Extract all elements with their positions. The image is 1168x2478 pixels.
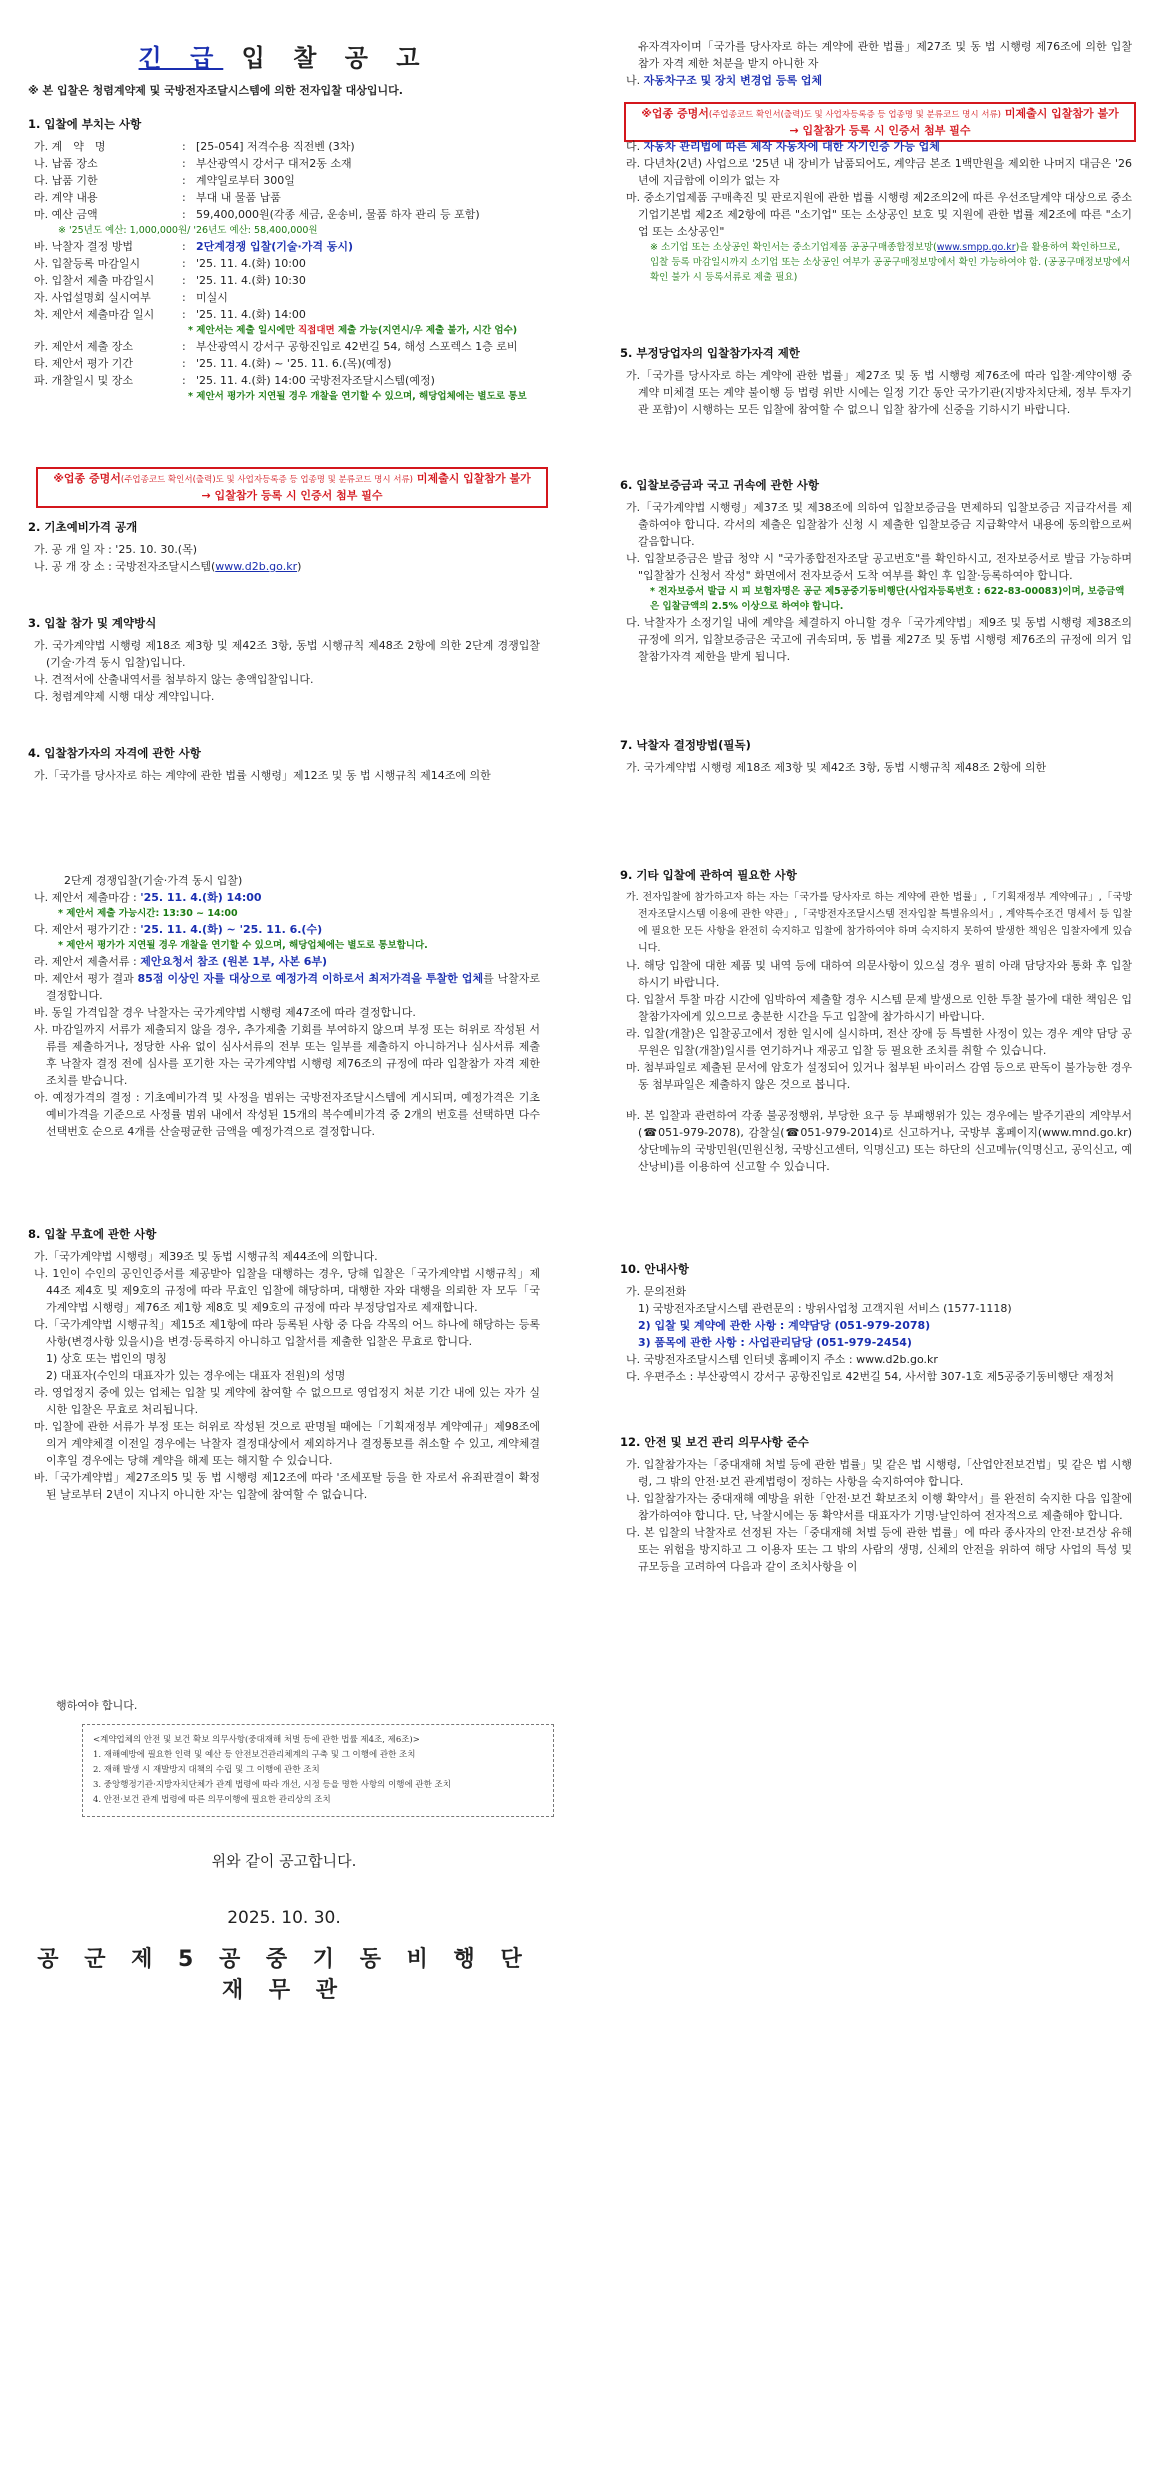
section-4-right: 유자격자이며「국가를 당사자로 하는 계약에 관한 법률」제27조 및 동 법 시행령 제76조에 의한 입찰참가 자격 제한 처분을 받지 아니한 자 나. 자동차구조 및 장치 변경업 등록 업체	[626, 40, 1132, 87]
section-9: 9. 기타 입찰에 관하여 필요한 사항 가. 전자입찰에 참가하고자 하는 자는「국가를 당사자로 하는 계약에 관한 법률」,「기획재정부 계약예규」,「국방전자조달시스템 이용에 관한 약관」,「국방전자조달시스템 전자입찰 특별유의서」, 계약특수조건 명세서 등 입찰에 필요한 모든 사항을 완전히 숙지하고 입찰에 참가하여야 하며 숙지하지 못하여 발생한 책임은 입찰자에게 있습니다. 나. 해당 입찰에 대한 제품 및 내역 등에 대하여 의문사항이 있으실 경우 필히 아래 담당자와 통화 후 입찰하시기 바랍니다. 다. 입찰서 투찰 마감 시간에 임박하여 제출할 경우 시스템 문제 발생으로 인한 투찰 불가에 대한 책임은 입찰참가자에게 있으므로 충분한 시간을 두고 입찰에 참가하시기 바랍니다. 라. 입찰(개찰)은 입찰공고에서 정한 일시에 실시하며, 전산 장애 등 특별한 사정이 있는 경우 계약 담당 공무원은 입찰(개찰)일시를 연기하거나 재공고 입찰 등 필요한 조치를 취할 수 있습니다. 마. 첨부파일로 제출된 문서에 암호가 설정되어 있거나 첨부된 바이러스 감염 등으로 판독이 불가능한 경우 동 첨부파일은 제출하지 않은 것으로 봅니다. 바. 본 입찰과 관련하여 각종 불공정행위, 부당한 요구 등 부패행위가 있는 경우에는 발주기관의 계약부서(☎051-979-2078), 감찰실(☎051-979-2014)로 신고하거나, 국방부 홈페이지(www.mnd.go.kr) 상단메뉴의 국방민원(민원신청, 국방신고센터, 익명신고) 또는 하단의 신고메뉴(익명신고, 공익신고, 예산낭비)를 이용하여 신고할 수 있습니다.	[620, 868, 1133, 1173]
safety-obligations-box: <계약업체의 안전 및 보건 확보 의무사항(중대재해 처벌 등에 관한 법률 제4조, 제6조)> 1. 재해예방에 필요한 인력 및 예산 등 안전보건관리체계의 구축 및 그 이행에 관한 조치 2. 재해 발생 시 재발방지 대책의 수립 및 그 이행에 관한 조치 3. 중앙행정기관·지방자치단체가 관계 법령에 따라 개선, 시정 등을 명한 사항의 이행에 관한 조치 4. 안전·보건 관계 법령에 따른 의무이행에 필요한 관리상의 조치	[82, 1724, 554, 1817]
section-7: 7. 낙찰자 결정방법(필독) 가. 국가계약법 시행령 제18조 제3항 및 제42조 3항, 동법 시행규칙 제48조 2항에 의한	[620, 738, 1047, 774]
notice-date: 2025. 10. 30.	[227, 1908, 341, 1928]
d2b-link[interactable]: www.d2b.go.kr	[215, 560, 298, 573]
small-business-note: ※ 소기업 또는 소상공인 확인서는 중소기업제품 공공구매종합정보망(www.smpp.go.kr)을 활용하여 확인하므로, 입찰 등록 마감일시까지 소기업 또는 소상공인 여부가 공공구매정보망에서 확인 가능하여야 함. (공공구매정보망에서 확인 불가 시 등록서류로 제출 필요)	[650, 242, 1131, 283]
section-12: 12. 안전 및 보건 관리 의무사항 준수 가. 입찰참가자는「중대재해 처벌 등에 관한 법률」및 같은 법 시행령,「산업안전보건법」및 같은 법 시행령, 그 밖의 안전·보건 관계법령이 정하는 사항을 숙지하여야 합니다. 나. 입찰참가자는 중대재해 예방을 위한「안전·보건 확보조치 이행 확약서」를 완전히 숙지한 다음 입찰에 참가하여야 합니다. 단, 낙찰시에는 동 확약서를 대표자가 기명·날인하여 전자적으로 제출해야 합니다. 다. 본 입찰의 낙찰자로 선정된 자는「중대재해 처벌 등에 관한 법률」에 따라 종사자의 안전·보건상 유해 또는 위험을 방지하고 그 이용자 또는 그 밖의 사람의 생명, 신체의 안전을 위하여 해당 사업의 특성 및 규모등을 고려하여 다음과 같이 조치사항을 이	[620, 1435, 1132, 1573]
section-4-continued: 2단계 경쟁입찰(기술·가격 동시 입찰) 나. 제안서 제출마감 : '25. 11. 4.(화) 14:00 * 제안서 제출 가능시간: 13:30 ~ 14:00 다. 제안서 평가기간 : '25. 11. 4.(화) ~ '25. 11. 6.(수) * 제안서 평가가 지연될 경우 개찰을 연기할 수 있으며, 해당업체에는 별도로 통보합니다. 라. 제안서 제출서류 : 제안요청서 참조 (원본 1부, 사본 6부) 마. 제안서 평가 결과 85점 이상인 자를 대상으로 예정가격 이하로서 최저가격을 투찰한 업체를 낙찰자로 결정합니다. 바. 동일 가격입찰 경우 낙찰자는 국가계약법 시행령 제47조에 따라 결정합니다. 사. 마감일까지 서류가 제출되지 않을 경우, 추가제출 기회를 부여하지 않으며 부정 또는 허위로 작성된 서류를 제출하거나, 정당한 사유 없이 심사서류의 전부 또는 일부를 제출하지 아니하거나 심사서류 제출 후 낙찰자 결정 전에 심사를 포기한 자는 국가계약법 시행령 제76조의 규정에 따라 입찰참가 자격 제한조치를 받습니다. 아. 예정가격의 결정 : 기초예비가격 및 사정을 범위는 국방전자조달시스템에 게시되며, 예정가격은 기초예비가격을 기준으로 사정률 범위 내에서 작성된 15개의 복수예비가격 중 2개의 번호를 선택하면 다수선택번호 순으로 4개를 산술평균한 금액을 예정가격으로 결정합니다.	[34, 874, 540, 1138]
section-4: 4. 입찰참가자의 자격에 관한 사항 가.「국가를 당사자로 하는 계약에 관한 법률 시행령」제12조 및 동 법 시행규칙 제14조에 의한	[28, 746, 491, 782]
notice-subtitle: ※ 본 입찰은 청렴계약제 및 국방전자조달시스템에 의한 전자입찰 대상입니다.	[28, 84, 403, 97]
section-5: 5. 부정당업자의 입찰참가자격 제한 가.「국가를 당사자로 하는 계약에 관한 법률」제27조 및 동 법 시행령 제76조에 따라 입찰·계약이행 중 계약 미체결 또는 계약 불이행 등 법령 위반 시에는 일정 기간 동안 국가기관(지방자치단체, 정부 투자기관 포함)이 시행하는 모든 입찰에 참여할 수 없으니 입찰 참가에 신중을 기하시기 바랍니다.	[620, 346, 1132, 416]
smpp-link[interactable]: www.smpp.go.kr	[936, 242, 1016, 253]
certificate-warning-box: ※업종 증명서(주업종코드 확인서(출력)도 및 사업자등록증 등 업종명 및 분류코드 명시 서류) 미제출시 입찰참가 불가 → 입찰참가 등록 시 인증서 첨부 필수	[36, 467, 548, 508]
section-2: 2. 기초예비가격 공개 가. 공 개 일 자 : '25. 10. 30.(목) 나. 공 개 장 소 : 국방전자조달시스템(www.d2b.go.kr)	[28, 520, 302, 573]
section-1	[28, 116, 540, 404]
item-contact: 3) 품목에 관한 사항 : 사업관리담당 (051-979-2454)	[638, 1336, 912, 1349]
kv-row: 바. 낙찰자 결정 방법 : 2단계경쟁 입찰(기술·가격 동시)	[28, 238, 540, 255]
proposal-note: * 제안서는 제출 일시에만 직접대면 제출 가능(지연시/우 제출 불가, 시간 엄수)	[188, 325, 518, 336]
section-6: 6. 입찰보증금과 국고 귀속에 관한 사항 가.「국가계약법 시행령」제37조 및 제38조에 의하여 입찰보증금을 면제하되 입찰보증금 지급각서를 제출하여야 합니다. 각서의 제출은 입찰참가 신청 시 제출한 입찰보증금 지급확약서 내용에 동의함으로써 갈음합니다. 나. 입찰보증금은 발급 청약 시 "국가종합전자조달 공고번호"를 확인하시고, 전자보증서로 발급 가능하며 "입찰참가 신청서 작성" 화면에서 전자보증서 도착 여부를 확인 후 입찰·등록하여야 합니다. * 전자보증서 발급 시 피 보험자명은 공군 제5공중기동비행단(사업자등록번호 : 622-83-00083)이며, 보증금액은 입찰금액의 2.5% 이상으로 하여야 합니다. 다. 낙찰자가 소정기일 내에 계약을 체결하지 아니할 경우「국가계약법」제9조 및 동법 시행령 제38조의 규정에 의거, 입찰보증금은 국고에 귀속되며, 동 법률 제27조 및 동법 시행령 제76조의 규정에 의거 입찰참가자격 제한을 받게 됩니다.	[620, 478, 1132, 663]
right-column	[620, 0, 1132, 2478]
kv-row: 파. 개찰일시 및 장소 : '25. 11. 4.(화) 14:00 국방전자조달시스템(예정)	[34, 374, 435, 387]
kv-row: 다. 납품 기한 : 계약일로부터 300일	[34, 174, 295, 187]
kv-row: 차. 제안서 제출마감 일시 : '25. 11. 4.(화) 14:00	[34, 308, 306, 321]
section-3: 3. 입찰 참가 및 계약방식 가. 국가계약법 시행령 제18조 제3항 및 제42조 3항, 동법 시행규칙 제48조 2항에 의한 2단계 경쟁입찰(기술·가격 동시 입찰)입니다. 나. 견적서에 산출내역서를 첨부하지 않는 총액입찰입니다. 다. 청렴계약제 시행 대상 계약입니다.	[28, 616, 540, 703]
left-column	[28, 0, 540, 2478]
contract-contact: 2) 입찰 및 계약에 관한 사항 : 계약담당 (051-979-2078)	[638, 1319, 931, 1332]
section-4-right-cont: 다. 자동차 관리법에 따른 제작 자동차에 대한 자기인증 가능 업체 라. 다년차(2년) 사업으로 '25년 내 장비가 납품되어도, 계약금 본조 1백만원을 제외한 나머지 대금은 '26년에 지급함에 이의가 없는 자 마. 중소기업제품 구매촉진 및 판로지원에 관한 법률 시행령 제2조의2에 따른 우선조달계약 대상으로 중소기업기본법 제2조 제2항에 따른 "소기업" 또는 소상공인 보호 및 지원에 관한 법률 제2조에 따른 "소기업 또는 소상공인" ※ 소기업 또는 소상공인 확인서는 중소기업제품 공공구매종합정보망(www.smpp.go.kr)을 활용하여 확인하므로, 입찰 등록 마감일시까지 소기업 또는 소상공인 여부가 공공구매정보망에서 확인 가능하여야 함. (공공구매정보망에서 확인 불가 시 등록서류로 제출 필요)	[620, 138, 1132, 285]
issuer-signature: 공 군 제 5 공 중 기 동 비 행 단 재 무 관	[37, 1947, 531, 2003]
budget-note: ※ '25년도 예산: 1,000,000원/ '26년도 예산: 58,400,000원	[58, 225, 318, 236]
kv-row: 가. 계 약 명 : [25-054] 저격수용 직전벤 (3차)	[34, 140, 355, 153]
section-8: 8. 입찰 무효에 관한 사항 가.「국가계약법 시행령」제39조 및 동법 시행규칙 제44조에 의합니다. 나. 1인이 수인의 공인인증서를 제공받아 입찰을 대행하는 경우, 당해 입찰은「국가계약법 시행규칙」제44조 제4호 및 제9호의 규정에 따라 무효인 입찰에 해당하며, 대행한 자와 대행을 의뢰한 자 모두「국가계약법 시행령」제76조 제1항 제8호 및 제9호의 규정에 따라 부정당업자로 제재합니다. 다.「국가계약법 시행규칙」제15조 제1항에 따라 등록된 사항 중 다음 각목의 어느 하나에 해당하는 등록사항(변경사항 있을시)을 변경·등록하지 아니하고 입찰서를 제출한 입찰은 무효로 합니다. 1) 상호 또는 법인의 명칭 2) 대표자(수인의 대표자가 있는 경우에는 대표자 전원)의 성명 라. 영업정지 중에 있는 업체는 입찰 및 계약에 참여할 수 없으므로 영업정지 처분 기간 내에 있는 자가 실시한 입찰은 무효로 처리됩니다. 마. 입찰에 관한 서류가 부정 또는 허위로 작성된 것으로 판명될 때에는「기획재정부 계약예규」제98조에 의거 계약체결 이전일 경우에는 낙찰자 결정대상에서 제외하거나 결정통보를 취소할 수 있고, 계약체결 이후일 경우에는 당해 계약을 해제 또는 해지할 수 있습니다. 바.「국가계약법」제27조의5 및 동 법 시행령 제12조에 따라 '조세포탈 등을 한 자로서 유죄판결이 확정된 날로부터 2년이 지나지 아니한 자'는 입찰에 참여할 수 없습니다.	[28, 1227, 540, 1501]
title-text: 입 찰 공 고	[223, 44, 430, 72]
open-note: * 제안서 평가가 지연될 경우 개찰을 연기할 수 있으며, 해당업체에는 별도로 통보	[188, 391, 527, 402]
kv-row: 마. 예산 금액 : 59,400,000원(각종 세금, 운송비, 물품 하자 관리 등 포함)	[34, 208, 480, 221]
kv-row: 카. 제안서 제출 장소 : 부산광역시 강서구 공항진입로 42번길 54, 해성 스포렉스 1층 로비	[34, 340, 518, 353]
kv-row: 라. 계약 내용 : 부대 내 물품 납품	[34, 191, 281, 204]
certificate-warning-box-2: ※업종 증명서(주업종코드 확인서(출력)도 및 사업자등록증 등 업종명 및 분류코드 명시 서류) 미제출시 입찰참가 불가 → 입찰참가 등록 시 인증서 첨부 필수	[624, 102, 1136, 142]
award-method: 2단계경쟁 입찰(기술·가격 동시)	[196, 240, 354, 253]
closing-phrase: 위와 같이 공고합니다.	[211, 1852, 357, 1870]
section-10: 10. 안내사항 가. 문의전화 1) 국방전자조달시스템 관련문의 : 방위사업청 고객지원 서비스 (1577-1118) 2) 입찰 및 계약에 관한 사항 : 계약담당 (051-979-2078) 3) 품목에 관한 사항 : 사업관리담당 (051-979-2454) 나. 국방전자조달시스템 인터넷 홈페이지 주소 : www.d2b.go.kr 다. 우편주소 : 부산광역시 강서구 공항진입로 42번길 54, 사서함 307-1호 제5공중기동비행단 재정처	[620, 1261, 1132, 1385]
kv-row: 아. 입찰서 제출 마감일시 : '25. 11. 4.(화) 10:30	[34, 274, 306, 287]
section-1-heading: 1. 입찰에 부치는 사항	[28, 117, 142, 131]
kv-row: 나. 납품 장소 : 부산광역시 강서구 대저2동 소재	[34, 157, 352, 170]
kv-row: 타. 제안서 평가 기간 : '25. 11. 4.(화) ~ '25. 11. 6.(목)(예정)	[34, 357, 392, 370]
urgent-label: 긴 급	[138, 44, 224, 72]
continued-text: 행하여야 합니다.	[56, 1699, 138, 1712]
kv-row: 사. 입찰등록 마감일시 : '25. 11. 4.(화) 10:00	[34, 257, 306, 270]
kv-row: 자. 사업설명회 실시여부 : 미실시	[34, 291, 228, 304]
